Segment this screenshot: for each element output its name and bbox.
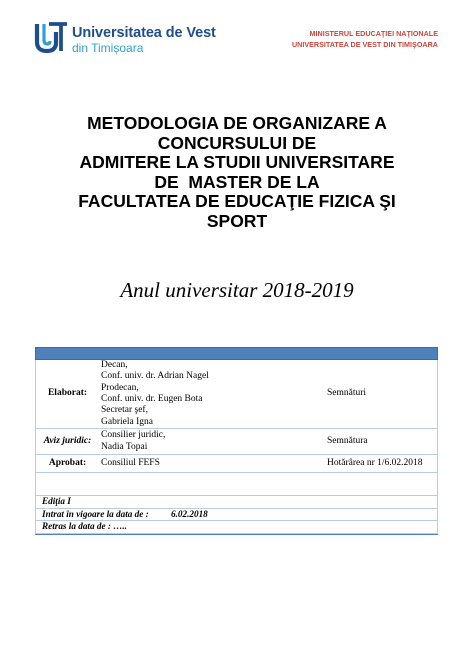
title-line: CONCURSULUI DE [157,132,317,153]
document-header [0,0,474,70]
row-signature: Semnături [327,360,437,429]
document-title [20,114,454,231]
person-line: Conf. univ. dr. Adrian Nagel [101,371,209,382]
title-line: DE MASTER DE LA [154,171,320,192]
withdrawn-label: Retras la data de : ….. [42,521,127,531]
row-label: Aprobat: [36,455,99,473]
person-line: Consiliul FEFS [101,457,160,468]
table-row [36,360,437,429]
person-line: Decan, [101,360,128,371]
title-line: METODOLOGIA DE ORGANIZARE A [87,113,387,133]
person-line: Prodecan, [101,382,139,393]
table-bottom-bar [35,534,438,535]
in-force-date: 6.02.2018 [171,508,208,519]
person-line: Secretar şef, [101,405,148,416]
title-line: ADMITERE LA STUDII UNIVERSITARE [79,152,395,172]
table-header-bar [35,347,438,360]
row-people [99,360,327,429]
person-line: Nadia Topai [101,441,148,452]
edition-text: Ediţia I [42,496,71,506]
ministry-block [292,29,438,50]
row-label: Elaborat: [36,360,99,429]
person-line: Consilier juridic, [101,430,166,441]
approval-rows [36,360,437,473]
table-spacer [36,473,437,496]
table-row [36,429,437,455]
approval-table [35,347,438,535]
table-body [35,360,438,534]
person-line: Gabriela Igna [101,416,153,427]
university-logo-icon [34,20,68,54]
row-signature: Semnătura [327,429,437,455]
university-city: din Timișoara [72,41,144,55]
in-force-line [36,509,437,522]
title-line: SPORT [206,210,268,231]
title-line: FACULTATEA DE EDUCAŢIE FIZICA ŞI [78,191,396,211]
ministry-line: MINISTERUL EDUCAŢIEI NAŢIONALE [309,29,438,38]
table-row [36,455,437,473]
academic-year: Anul universitar 2018-2019 [120,278,354,302]
withdrawn-line [36,521,437,534]
university-line: UNIVERSITATEA DE VEST DIN TIMIŞOARA [291,39,438,49]
row-people [99,429,327,455]
edition-line [36,496,437,509]
university-name: Universitatea de Vest [72,25,216,41]
person-line: Conf. univ. dr. Eugen Bota [101,394,203,404]
row-label: Aviz juridic: [36,429,99,455]
row-signature: Hotărârea nr 1/6.02.2018 [327,455,437,473]
row-people [99,455,327,473]
in-force-label: Intrat în vigoare la data de : [42,508,149,519]
